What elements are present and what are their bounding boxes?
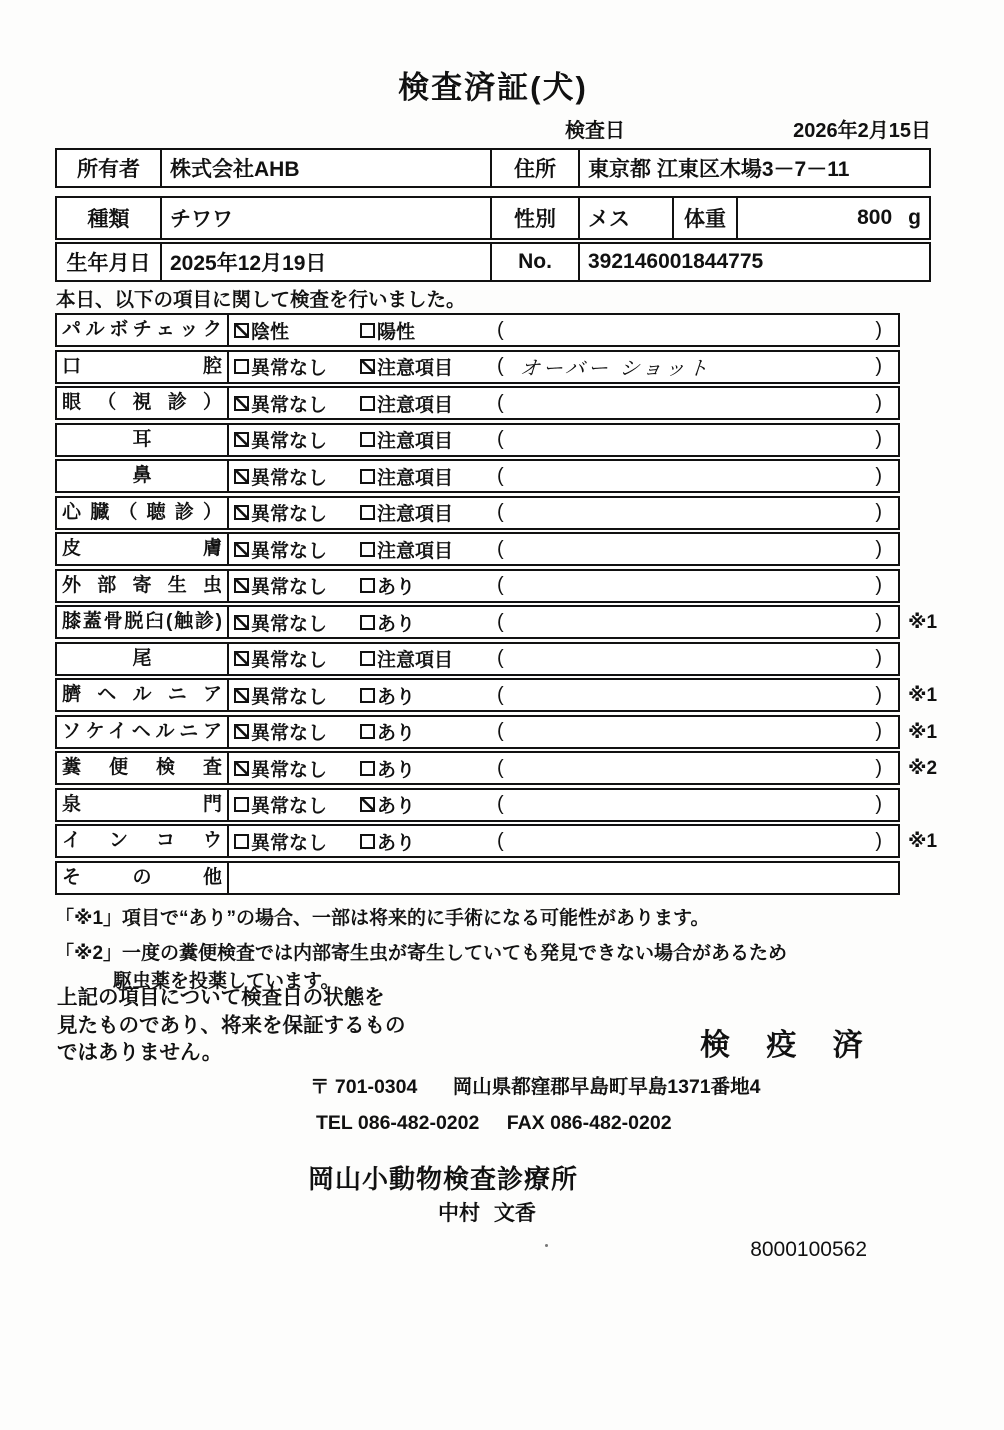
- birthdate-label: 生年月日: [57, 244, 162, 280]
- checkbox-no-abnormality: [234, 651, 249, 666]
- option1-label: 異常なし: [251, 832, 328, 854]
- checklist-row-umbilical-hernia: [55, 678, 955, 712]
- option1-label: 異常なし: [251, 650, 328, 671]
- checkbox-caution: [360, 542, 375, 557]
- handwritten-note: オーバー ショット: [518, 358, 712, 380]
- paren-open: (: [497, 683, 504, 706]
- paren-close: ): [875, 355, 882, 377]
- paren-close: ): [875, 537, 882, 560]
- paren-open: (: [497, 793, 504, 815]
- checklist-row-inguinal-hernia: [55, 715, 955, 749]
- clinic-name: 岡山小動物検査診療所: [308, 1164, 579, 1194]
- option2-label: 注意項目: [377, 394, 454, 416]
- scan-speck: [545, 1244, 548, 1247]
- item-label: 臍ヘルニア: [57, 680, 229, 710]
- checklist-row-other: [55, 861, 955, 895]
- option1-label: 異常なし: [251, 686, 328, 708]
- checkbox-caution: [360, 432, 375, 447]
- paren-open: (: [497, 428, 504, 450]
- checkbox-no-abnormality: [234, 688, 249, 703]
- checkbox-no-abnormality: [234, 615, 249, 630]
- paren-close: ): [875, 610, 882, 633]
- no-value: 392146001844775: [588, 250, 764, 273]
- checkbox-no-abnormality: [234, 432, 249, 447]
- checklist-table: [55, 313, 955, 897]
- weight-unit: g: [908, 206, 921, 229]
- item-label: ソケイヘルニア: [57, 717, 229, 747]
- checklist-row-nose: [55, 459, 955, 493]
- disclaimer-line3: ではありません。: [57, 1041, 223, 1064]
- checklist-row-fontanelle: [55, 788, 955, 822]
- footnote-mark: ※1: [908, 721, 938, 743]
- checkbox-no-abnormality: [234, 724, 249, 739]
- footnote-mark: [900, 423, 950, 457]
- paren-open: (: [497, 647, 504, 669]
- no-label: No.: [492, 244, 580, 280]
- option2-label: 注意項目: [377, 467, 454, 489]
- checkbox-no-abnormality: [234, 359, 249, 374]
- checkbox-no-abnormality: [234, 834, 249, 849]
- checkbox-present: [360, 615, 375, 630]
- paren-close: ): [875, 829, 882, 852]
- address-label: 住所: [492, 150, 580, 186]
- paren-open: (: [497, 720, 504, 742]
- item-label: 耳: [57, 425, 229, 455]
- footnote-2-line2: 駆虫薬を投薬しています。: [113, 971, 340, 992]
- footnote-mark: [900, 861, 950, 895]
- serial-number: 8000100562: [750, 1238, 867, 1261]
- option2-label: あり: [377, 577, 416, 598]
- clinic-tel: TEL 086-482-0202: [316, 1112, 480, 1134]
- footnote-mark: [900, 459, 950, 493]
- option1-label: 異常なし: [251, 358, 328, 379]
- owner-value: 株式会社AHB: [162, 150, 492, 186]
- item-label: 眼（視診）: [57, 388, 229, 418]
- checkbox-negative: [234, 323, 249, 338]
- paren-open: (: [497, 391, 504, 414]
- footnote-mark: [900, 313, 950, 347]
- paren-open: (: [497, 464, 504, 487]
- option2-label: あり: [377, 832, 416, 854]
- breed-label: 種類: [57, 198, 162, 238]
- paren-open: (: [497, 756, 504, 779]
- checkbox-caution: [360, 396, 375, 411]
- checkbox-present: [360, 761, 375, 776]
- item-label: 鼻: [57, 461, 229, 491]
- intro-text: 本日、以下の項目に関して検査を行いました。: [56, 289, 466, 311]
- checkbox-present: [360, 688, 375, 703]
- owner-label: 所有者: [57, 150, 162, 186]
- item-label: 皮膚: [57, 534, 229, 564]
- option2-label: 注意項目: [377, 504, 454, 525]
- checkbox-no-abnormality: [234, 761, 249, 776]
- inspection-date-value: 2026年2月15日: [793, 120, 931, 142]
- option2-label: 注意項目: [377, 650, 454, 671]
- disclaimer-text: [57, 984, 477, 1067]
- clinic-tel-line: [316, 1112, 672, 1135]
- paren-open: (: [497, 829, 504, 852]
- quarantine-passed-stamp: 検 疫 済: [700, 1029, 877, 1062]
- paren-close: ): [875, 793, 882, 815]
- paren-open: (: [497, 574, 504, 596]
- checklist-row-patella: [55, 605, 955, 639]
- checkbox-no-abnormality: [234, 542, 249, 557]
- address-value: 東京都 江東区木場3－7－11: [588, 158, 850, 181]
- clinic-postal-line: [310, 1071, 760, 1099]
- footnote-mark: ※1: [908, 612, 938, 633]
- checkbox-caution: [360, 469, 375, 484]
- footnote-mark: [900, 386, 950, 420]
- paren-close: ): [875, 464, 882, 487]
- footnote-mark: ※2: [908, 758, 938, 779]
- checkbox-caution: [360, 505, 375, 520]
- paren-close: ): [875, 501, 882, 523]
- footnotes: [55, 903, 935, 993]
- checkbox-no-abnormality: [234, 797, 249, 812]
- option2-label: あり: [377, 686, 416, 708]
- checklist-row-eyes: [55, 386, 955, 420]
- option1-label: 異常なし: [251, 723, 328, 744]
- weight-value: 800: [857, 206, 893, 229]
- footnote-mark: [900, 788, 950, 822]
- footnote-2-line1: 「※2」一度の糞便検査では内部寄生虫が寄生していても発見できない場合があるため: [55, 943, 788, 964]
- footnote-mark: [900, 569, 950, 603]
- paren-close: ): [875, 428, 882, 450]
- paren-open: (: [497, 610, 504, 633]
- birthdate-table: [55, 242, 931, 282]
- item-label: 尾: [57, 644, 229, 674]
- footnote-mark: [900, 532, 950, 566]
- option1-label: 異常なし: [251, 504, 328, 525]
- sex-value: メス: [580, 198, 674, 238]
- item-label: 外部寄生虫: [57, 571, 229, 601]
- footnote-1: 「※1」項目で“あり”の場合、一部は将来的に手術になる可能性があります。: [55, 908, 710, 929]
- option2-label: 注意項目: [377, 540, 454, 562]
- checklist-row-heart: [55, 496, 955, 530]
- footnote-mark: ※1: [908, 685, 938, 706]
- paren-close: ): [875, 756, 882, 779]
- checklist-row-oral: [55, 350, 955, 384]
- paren-close: ): [875, 647, 882, 669]
- checklist-row-fecal-exam: [55, 751, 955, 785]
- checkbox-no-abnormality: [234, 505, 249, 520]
- item-label: 糞便検査: [57, 753, 229, 783]
- checklist-row-ectoparasites: [55, 569, 955, 603]
- weight-label: 体重: [674, 198, 738, 238]
- disclaimer-line1: 上記の項目について検査日の状態を: [57, 986, 385, 1009]
- birthdate-value: 2025年12月19日: [162, 244, 492, 280]
- item-label: 心臓（聴診）: [57, 498, 229, 528]
- option1-label: 異常なし: [251, 577, 328, 598]
- checkbox-no-abnormality: [234, 578, 249, 593]
- inspection-date-row: [565, 114, 931, 143]
- item-label: 膝蓋骨脱臼(触診): [57, 607, 229, 637]
- checkbox-caution: [360, 359, 375, 374]
- option1-label: 異常なし: [251, 467, 328, 489]
- footnote-mark: ※1: [908, 831, 938, 852]
- option2-label: あり: [377, 723, 416, 744]
- option2-label: 陽性: [377, 321, 416, 343]
- option1-label: 異常なし: [251, 759, 328, 781]
- paren-open: (: [497, 501, 504, 523]
- weight-value-cell: [738, 198, 929, 238]
- paren-open: (: [497, 355, 504, 377]
- option1-label: 異常なし: [251, 431, 328, 452]
- checkbox-present: [360, 797, 375, 812]
- paren-close: ): [875, 574, 882, 596]
- checkbox-present: [360, 578, 375, 593]
- item-label: 泉門: [57, 790, 229, 820]
- paren-open: (: [497, 318, 504, 341]
- breed-value: チワワ: [162, 198, 492, 238]
- option2-label: あり: [377, 759, 416, 781]
- option1-label: 異常なし: [251, 613, 328, 635]
- sex-label: 性別: [492, 198, 580, 238]
- checkbox-present: [360, 724, 375, 739]
- inspection-date-label: 検査日: [565, 120, 625, 142]
- checklist-row-tail: [55, 642, 955, 676]
- option1-label: 異常なし: [251, 796, 328, 817]
- checkbox-positive: [360, 323, 375, 338]
- checkbox-caution: [360, 651, 375, 666]
- other-empty-field: [229, 863, 898, 893]
- option2-label: あり: [377, 613, 416, 635]
- footnote-mark: [900, 496, 950, 530]
- checkbox-present: [360, 834, 375, 849]
- checklist-row-parvo: [55, 313, 955, 347]
- postal-code: 〒 701-0304: [310, 1076, 418, 1098]
- paren-open: (: [497, 537, 504, 560]
- clinic-fax: FAX 086-482-0202: [506, 1112, 672, 1134]
- footnote-mark: [900, 350, 950, 384]
- item-label: インコウ: [57, 826, 229, 856]
- option2-label: 注意項目: [377, 431, 454, 452]
- breed-table: [55, 196, 931, 240]
- paren-close: ): [875, 391, 882, 414]
- item-label: その他: [57, 863, 229, 893]
- checklist-row-skin: [55, 532, 955, 566]
- paren-close: ): [875, 720, 882, 742]
- footnote-mark: [900, 642, 950, 676]
- option1-label: 異常なし: [251, 394, 328, 416]
- item-label: 口腔: [57, 352, 229, 382]
- disclaimer-line2: 見たものであり、将来を保証するもの: [57, 1013, 406, 1037]
- checkbox-no-abnormality: [234, 469, 249, 484]
- option1-label: 異常なし: [251, 540, 328, 562]
- checkbox-no-abnormality: [234, 396, 249, 411]
- option1-label: 陰性: [251, 321, 290, 343]
- checklist-row-inkou: [55, 824, 955, 858]
- checklist-row-ears: [55, 423, 955, 457]
- paren-close: ): [875, 318, 882, 341]
- option2-label: あり: [377, 796, 416, 817]
- owner-table: [55, 148, 931, 188]
- document-title: 検査済証(犬): [398, 70, 588, 105]
- veterinarian-name: 中村 文香: [438, 1202, 536, 1225]
- item-label: パルボチェック: [57, 315, 229, 345]
- option2-label: 注意項目: [377, 358, 454, 379]
- clinic-address: 岡山県都窪郡早島町早島1371番地4: [452, 1076, 761, 1098]
- paren-close: ): [875, 683, 882, 706]
